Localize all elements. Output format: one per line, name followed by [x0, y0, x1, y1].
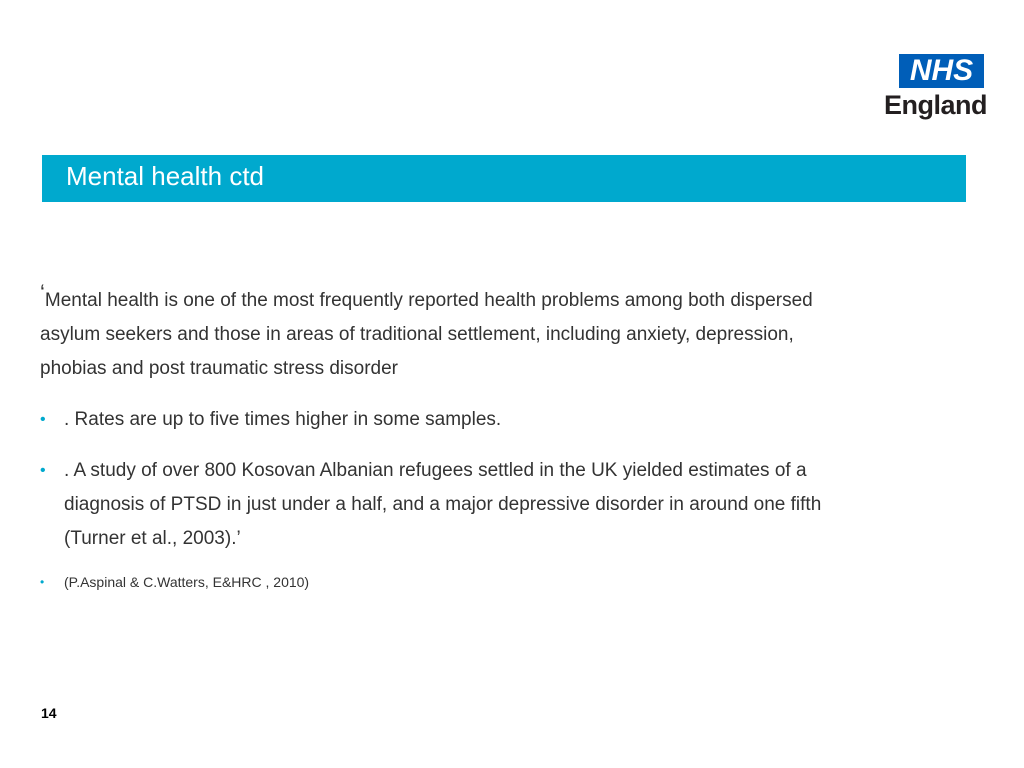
bullet-icon: •: [40, 411, 46, 428]
nhs-england-logo: [874, 54, 986, 124]
logo-england-text: England: [884, 90, 987, 120]
bullet-text: . Rates are up to five times higher in some samples.: [64, 409, 502, 430]
bullet-text: . A study of over 800 Kosovan Albanian refugees settled in the UK yielded estimates of a diagnosis of PTSD in just under a half, and a major depressive disorder in around one fifth (Turner et al., 2003).’: [64, 460, 822, 549]
slide-title-bar: [42, 155, 966, 202]
slide-title: Mental health ctd: [66, 161, 265, 191]
page-number: 14: [41, 705, 57, 721]
reference-item: [40, 570, 830, 594]
intro-text: Mental health is one of the most frequently reported health problems among both dispersed asylum seekers and those in areas of traditional settlement, including anxiety, depression, phobias and post traumatic stress disorder: [40, 290, 813, 379]
bullet-item: [40, 454, 830, 556]
logo-nhs-mark: NHS: [899, 54, 984, 88]
bullet-item: [40, 403, 830, 437]
bullet-icon: •: [40, 575, 45, 589]
reference-text: (P.Aspinal & C.Watters, E&HRC , 2010): [64, 574, 310, 590]
bullet-icon: •: [40, 462, 46, 479]
opening-quote-mark: ‘: [40, 280, 45, 305]
intro-paragraph: [40, 280, 830, 386]
slide-content: [40, 280, 830, 594]
